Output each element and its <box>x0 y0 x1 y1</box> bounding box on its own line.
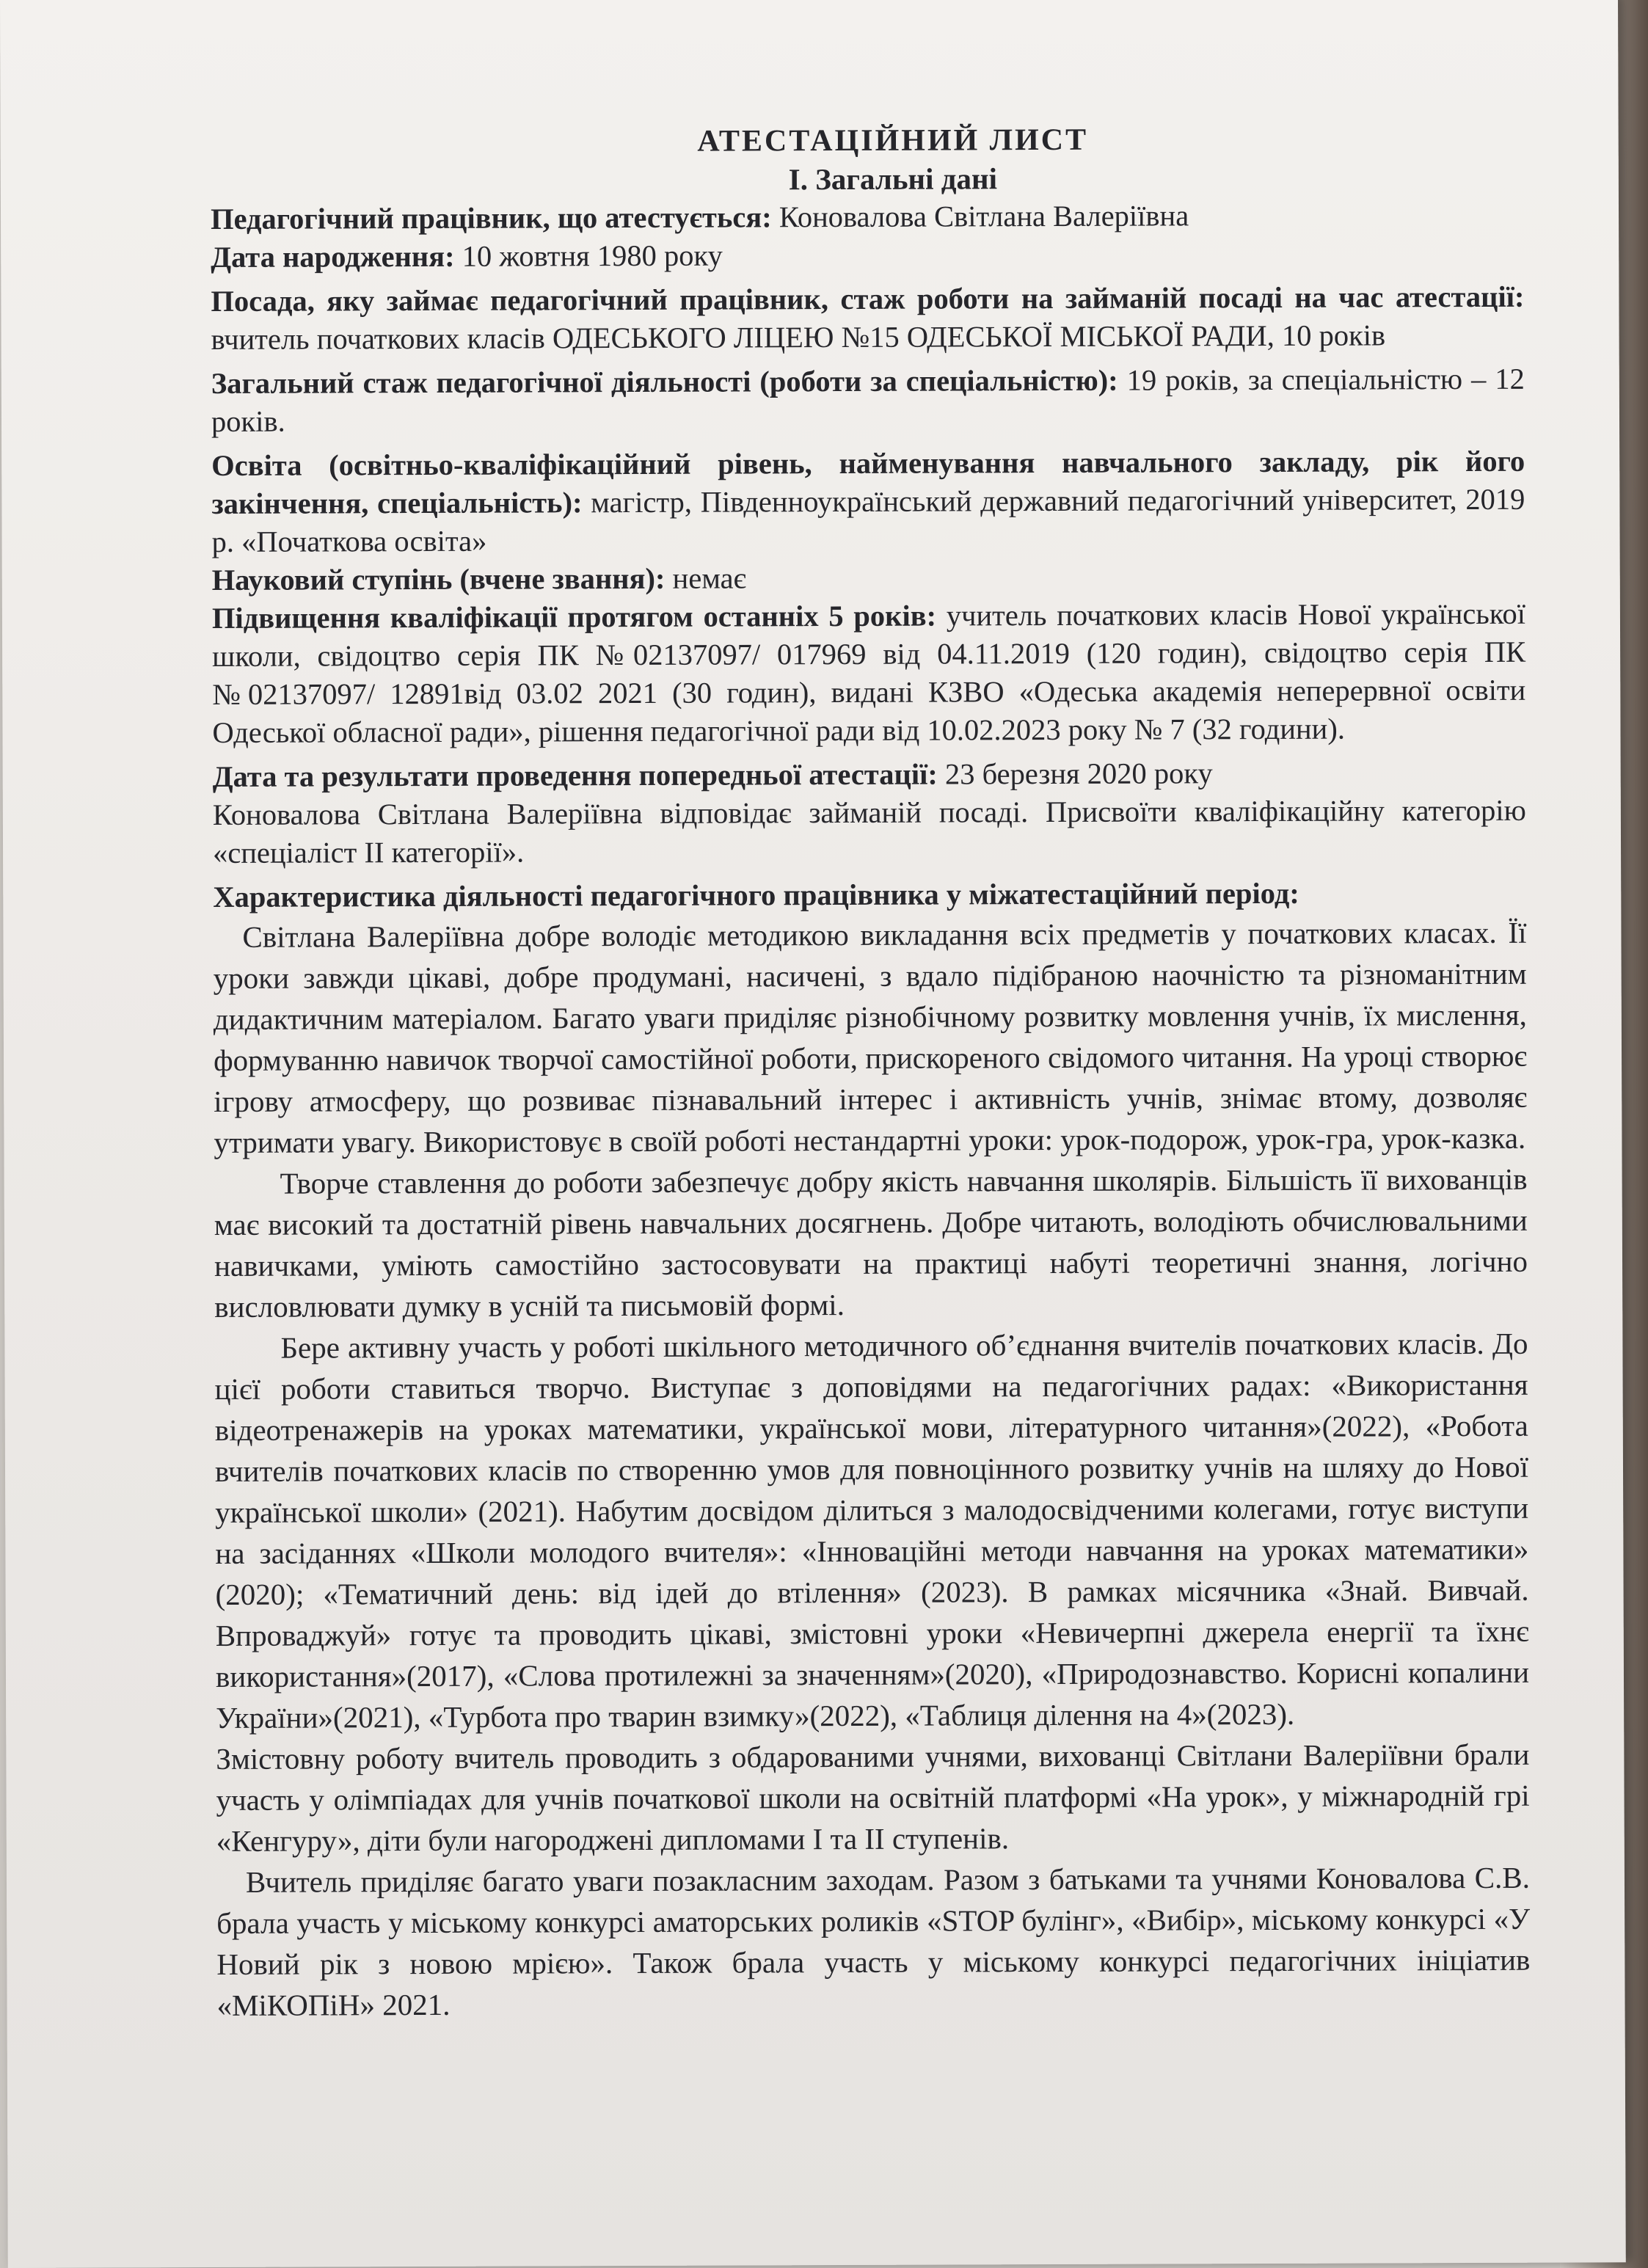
field-degree-label: Науковий ступінь (вчене звання): <box>211 561 666 597</box>
field-degree-value: немає <box>665 561 747 595</box>
characteristic-paragraph-4: Змістовну роботу вчитель проводить з обдарованими учнями, вихованці Світлани Валеріївни брали участь у олімпіадах для учнів початкової школи на освітній платформі «На урок», у міжнародній грі «Кенгуру», діти були нагороджені дипломами І та ІІ ступенів. <box>216 1737 1530 1858</box>
field-education <box>211 442 1525 561</box>
field-education-value: магістр, Південноукраїнський державний педагогічний університет, 2019 р. «Початкова освіта» <box>211 482 1525 558</box>
field-training <box>212 595 1526 752</box>
document-content <box>211 120 1531 2026</box>
field-experience <box>211 360 1525 441</box>
characteristic-paragraph-2: Творче ставлення до роботи забезпечує добру якість навчання школярів. Більшість її вихованців має високий та достатній рівень навчальних досягнень. Добре читають, володіють обчислювальними навичками, уміють самостійно застосовувати на практиці набуті теоретичні знання, логічно висловлювати думку в усній та письмовій формі. <box>214 1162 1528 1324</box>
characteristic-heading: Характеристика діяльності педагогічного працівника у міжатестаційний період: <box>213 876 1299 914</box>
section-title-general: І. Загальні дані <box>788 161 998 197</box>
previous-attestation-result: Коновалова Світлана Валеріївна відповідає займаній посаді. Присвоїти кваліфікаційну категорію «спеціаліст ІІ категорії». <box>212 793 1526 869</box>
field-position-label: Посада, яку займає педагогічний працівник, стаж роботи на займаній посаді на час атестації: <box>211 280 1525 318</box>
field-birth-label: Дата народження: <box>211 239 455 274</box>
field-training-label: Підвищення кваліфікації протягом останніх 5 років: <box>211 599 937 635</box>
field-worker-label: Педагогічний працівник, що атестується: <box>210 200 772 236</box>
field-position <box>211 278 1524 359</box>
field-birth-value: 10 жовтня 1980 року <box>454 238 723 273</box>
field-prev-label: Дата та результати проведення попередньої атестації: <box>212 757 938 793</box>
field-experience-value: 19 років, за спеціальністю – 12 років. <box>211 362 1525 438</box>
field-degree <box>212 557 1525 599</box>
field-previous-attestation <box>213 754 1526 796</box>
field-prev-value: 23 березня 2020 року <box>937 756 1213 791</box>
field-experience-label: Загальний стаж педагогічної діяльності (роботи за спеціальністю): <box>211 363 1118 400</box>
field-worker <box>211 196 1524 238</box>
field-worker-value: Коновалова Світлана Валеріївна <box>771 199 1189 234</box>
field-position-value: вчитель початкових класів ОДЕСЬКОГО ЛІЦЕЮ №15 ОДЕСЬКОЇ МІСЬКОЇ РАДИ, 10 років <box>211 318 1386 356</box>
field-training-value: учитель початкових класів Нової української школи, свідоцтво серія ПК №02137097/ 017969 від 04.11.2019 (120 годин), свідоцтво серія ПК №02137097/ 12891від 03.02 2021 (30 годин), видані КЗВО «Одеська академія неперервної освіти Одеської обласної ради», рішення педагогічної ради від 10.02.2023 року № 7 (32 години). <box>212 597 1526 749</box>
characteristic-paragraph-5: Вчитель приділяє багато уваги позакласним заходам. Разом з батьками та учнями Коновалова С.В. брала участь у міському конкурсі аматорських роликів «STOP булінг», «Вибір», міському конкурсі «У Новий рік з новою мрією». Також брала участь у міському конкурсі педагогічних ініціатив «МіКОПіН» 2021. <box>216 1860 1531 2022</box>
characteristic-paragraph-1: Світлана Валеріївна добре володіє методикою викладання всіх предметів у початкових класах. Її уроки завжди цікаві, добре продумані, насичені, з вдало підібраною наочністю та різноманітним дидактичним матеріалом. Багато уваги приділяє різнобічному розвитку мовлення учнів, їх мислення, формуванню навичок творчої самостійної роботи, прискореного свідомого читання. На уроці створює ігрову атмосферу, що розвиває пізнавальний інтерес і активність учнів, знімає втому, дозволяє утримати увагу. Використовує в своїй роботі нестандартні уроки: урок-подорож, урок-гра, урок-казка. <box>213 915 1528 1159</box>
document-title: АТЕСТАЦІЙНИЙ ЛИСТ <box>697 123 1089 158</box>
field-birth <box>211 234 1524 277</box>
characteristic-paragraph-3: Бере активну участь у роботі шкільного методичного об’єднання вчителів початкових класів. До цієї роботи ставиться творчо. Виступає з доповідями на педагогічних радах: «Використання відеотренажерів на уроках математики, української мови, літературного читання»(2022), «Робота вчителів початкових класів по створенню умов для повноцінного розвитку учнів на шляху до Нової української школи» (2021). Набутим досвідом ділиться з малодосвідченими колегами, готує виступи на засіданнях «Школи молодого вчителя»: «Інноваційні методи навчання на уроках математики» (2020); «Тематичний день: від ідей до втілення» (2023). В рамках місячника «Знай. Вивчай. Впроваджуй» готує та проводить цікаві, змістовні уроки «Невичерпні джерела енергії та їхнє використання»(2017), «Слова протилежні за значенням»(2020), «Природознавство. Корисні копалини України»(2021), «Турбота про тварин взимку»(2022), «Таблиця ділення на 4»(2023). <box>214 1326 1530 1735</box>
field-education-label: Освіта (освітньо-кваліфікаційний рівень, найменування навчального закладу, рік його закінчення, спеціальність): <box>211 444 1525 520</box>
